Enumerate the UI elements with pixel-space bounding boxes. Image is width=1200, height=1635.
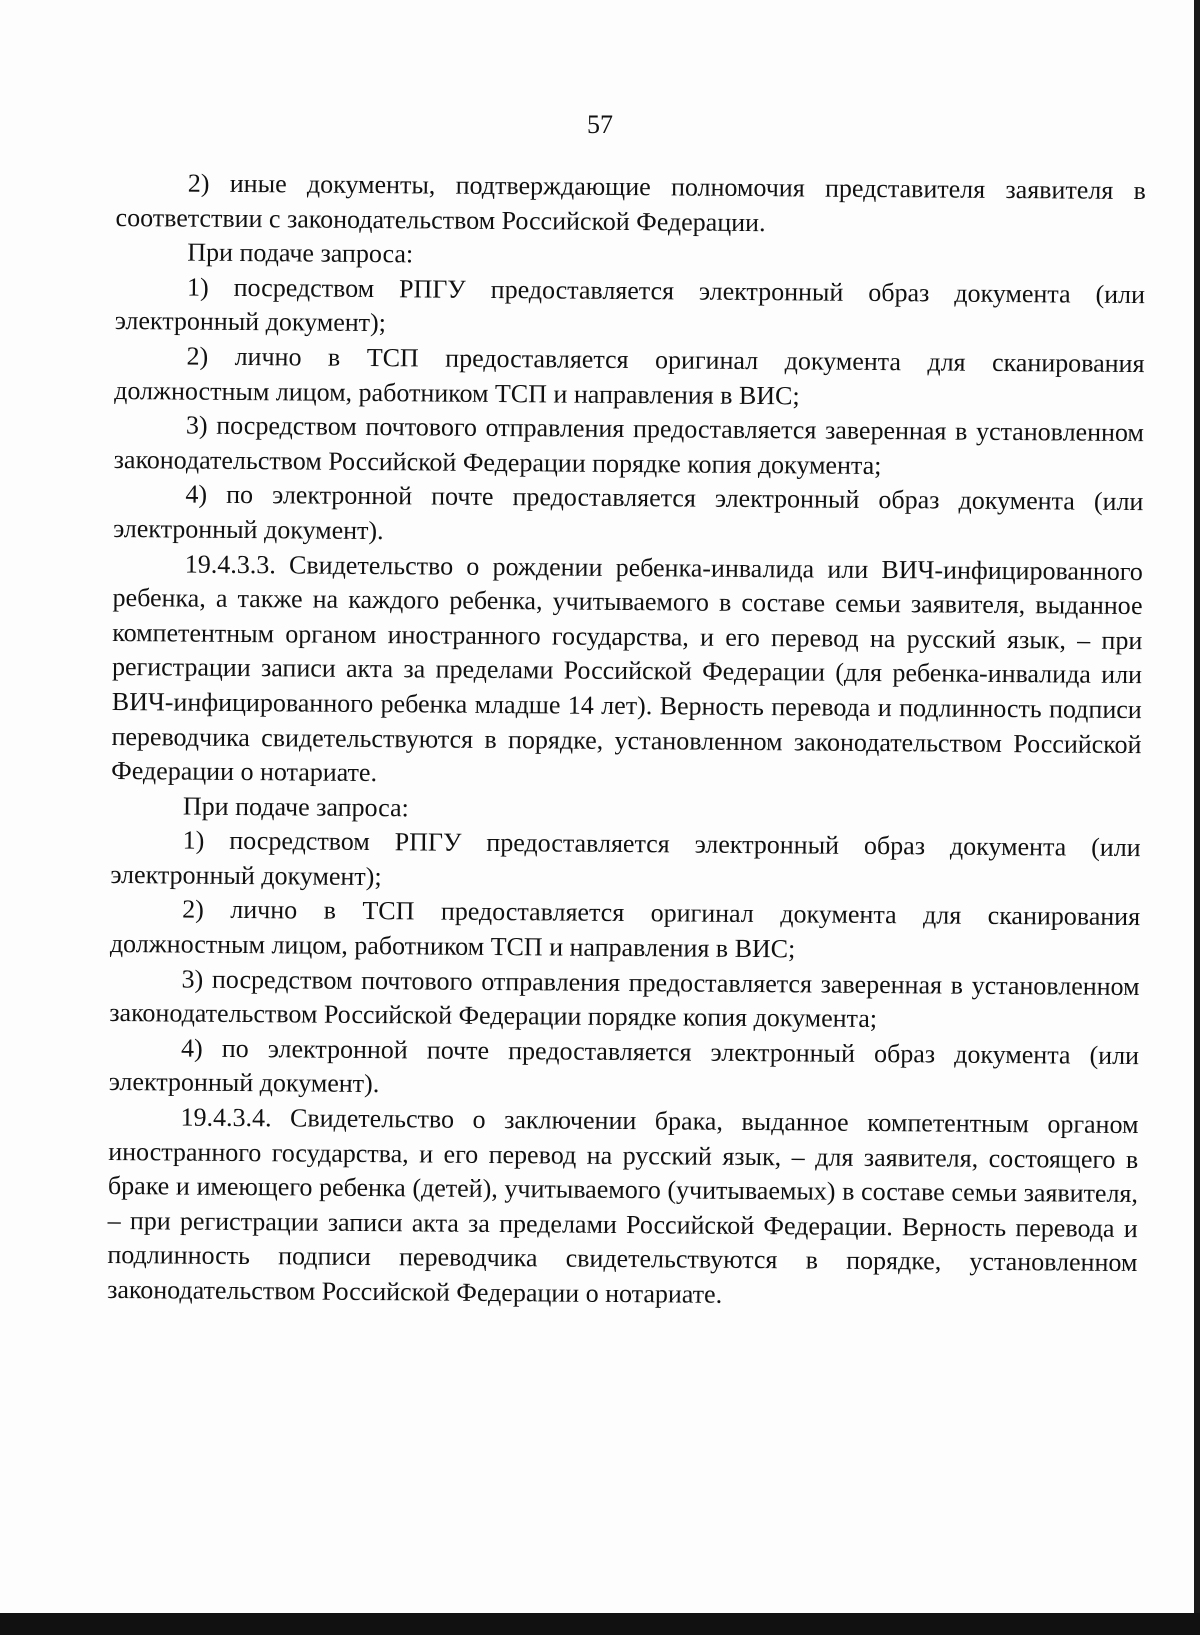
paragraph-section-19-4-3-4: 19.4.3.4. Свидетельство о заключении брака, выданное компетентным органом иностранного государства, и его перевод на русский язык, – для заявителя, состоящего в браке и имеющего ребенка (детей), учитываемого (учитываемых) в составе семьи заявителя, – при регистрации записи акта за пределами Российской Федерации. Верность перевода и подлинность подписи переводчика свидетельствуются в порядке, установленном законодательством Российской Федерации о нотариате. (107, 1102, 1139, 1309)
paragraph-option-mail: 3) посредством почтового отправления предоставляется заверенная в установленном законодательством Российской Федерации порядке копия документа; (109, 964, 1140, 1034)
paragraph-request-intro: При подаче запроса: (182, 791, 409, 823)
paragraph-option-rpgu: 1) посредством РПГУ предоставляется электронный образ документа (или электронный документ); (114, 272, 1146, 338)
paragraph-representative-documents: 2) иные документы, подтверждающие полномочия представителя заявителя в соответствии с законодательством Российской Федерации. (115, 168, 1146, 237)
paragraph-option-email: 4) по электронной почте предоставляется электронный образ документа (или электронный документ). (113, 479, 1144, 546)
scan-edge-right (1194, 0, 1200, 1635)
document-body (107, 166, 1146, 1316)
paragraph-option-tsp: 2) лично в ТСП предоставляется оригинал документа для сканирования должностным лицом, работником ТСП и направления в ВИС; (114, 341, 1145, 410)
paragraph-option-mail: 3) посредством почтового отправления предоставляется заверенная в установленном законодательством Российской Федерации порядке копия документа; (113, 410, 1145, 480)
paragraph-option-rpgu: 1) посредством РПГУ предоставляется электронный образ документа (или электронный документ); (110, 825, 1141, 891)
paragraph-request-intro: При подаче запроса: (187, 237, 414, 269)
scan-edge-bottom (0, 1613, 1200, 1635)
paragraph-option-tsp: 2) лично в ТСП предоставляется оригинал документа для сканирования должностным лицом, работником ТСП и направления в ВИС; (109, 895, 1141, 964)
paragraph-option-email: 4) по электронной почте предоставляется электронный образ документа (или электронный документ). (108, 1033, 1140, 1099)
page-number: 57 (587, 110, 613, 139)
paragraph-section-19-4-3-3: 19.4.3.3. Свидетельство о рождении ребенка-инвалида или ВИЧ-инфицированного ребенка, а также на каждого ребенка, учитываемого в составе семьи заявителя, выданное компетентным органом иностранного государства, и его перевод на русский язык, – при регистрации записи акта за пределами Российской Федерации (для ребенка-инвалида или ВИЧ-инфицированного ребенка младше 14 лет). Верность перевода и подлинность подписи переводчика свидетельствуются в порядке, установленном законодательством Российской Федерации о нотариате. (111, 549, 1143, 788)
